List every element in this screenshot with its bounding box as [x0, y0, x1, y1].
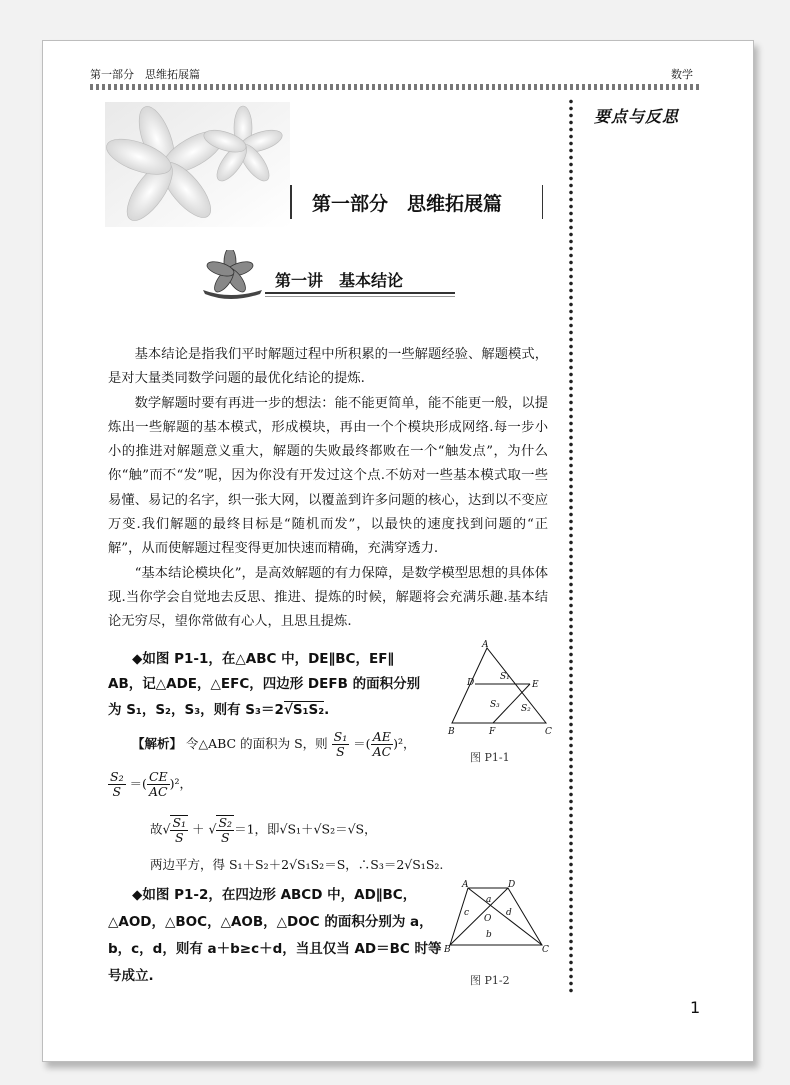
paragraph: 数学解题时要有再进一步的想法：能不能更简单，能不能更一般，以提炼出一些解题的基本模式，形成模块，再由一个个模块形成网络.每一步小小的推进对解题意义重大，解题的失败最终都败在一个“触发点”，为什么你“触”而不“发”呢，因为你没有开发过这个点.不妨对一些基本模式取一些易懂、易记的名字，织一张大网，以覆盖到许多问题的核心，达到以不变应万变.我们解题的最终目标是“随机而发”，以最快的速度找到问题的“正解”，从而使解题过程变得更加快速而精确，充满穿透力. [108, 395, 548, 557]
fig2-label: B [444, 945, 451, 955]
header-divider [90, 84, 700, 90]
fig2-label: a [486, 895, 492, 905]
example1-sqrt: √S₁S₂ [283, 702, 325, 718]
frac-num: S₂ [110, 769, 124, 784]
paragraph: “基本结论模块化”，是高效解题的有力保障，是数学模型思想的具体体现.当你学会自觉地去反思、推进、提炼的时候，解题将会充满乐趣.基本结论无穷尽，望你常做有心人，且思且提炼. [108, 565, 548, 630]
frac-den: S [174, 830, 184, 845]
fraction [216, 815, 234, 845]
gu-pre: 故 [150, 821, 163, 837]
example2-line3: b，c，d，则有 a＋b≥c＋d，当且仅当 AD＝BC 时等 [108, 941, 442, 957]
fig2-label: D [508, 880, 516, 890]
fig1-label: S₃ [490, 700, 500, 710]
figure-p1-2 [444, 880, 556, 960]
gu-line: 故√ $\frac{\text{S₁}}{S}$ ＋ √ $\frac{\text{S₂}}{S}$ ＝1，即√S₁＋√S₂＝√S， [150, 815, 377, 845]
fig2-label: C [542, 945, 549, 955]
lecture-underline [265, 292, 455, 294]
frac-den: AC [148, 784, 168, 799]
lecture-underline-thin [265, 296, 455, 297]
fraction [108, 770, 126, 799]
fig2-label: c [464, 908, 470, 918]
part-title: 第一部分 思维拓展篇 [312, 193, 503, 215]
lecture-flower-icon [200, 250, 270, 300]
example2-line1: ◆如图 P1-2，在四边形 ABCD 中，AD∥BC， [132, 887, 417, 903]
example1-line3-pre: 为 S₁，S₂，S₃，则有 S₃＝2 [108, 702, 284, 718]
frac-den: S [220, 830, 230, 845]
paragraph: 基本结论是指我们平时解题过程中所积累的一些解题经验、解题模式，是对大量类同数学问题的最优化结论的提炼. [108, 347, 548, 387]
fraction [147, 770, 170, 799]
analysis-text: 令△ABC 的面积为 S，则 [186, 736, 328, 751]
fig1-label: A [482, 640, 489, 650]
frac-num: S₂ [218, 815, 233, 830]
fig2-label: b [486, 930, 492, 940]
figure-p1-1 [446, 640, 558, 740]
example1-line1: ◆如图 P1-1，在△ABC 中，DE∥BC，EF∥ [132, 651, 395, 667]
figure-p1-2-caption: 图 P1-2 [470, 974, 510, 987]
gu-post: ＝1，即√S₁＋√S₂＝√S， [234, 821, 377, 837]
example2-line2: △AOD，△BOC，△AOB，△DOC 的面积分别为 a， [108, 914, 433, 930]
running-header-right: 数学 [671, 68, 693, 81]
intro-text [108, 343, 548, 635]
example1-line3 [108, 698, 329, 718]
page-number: 1 [690, 998, 701, 1017]
frac-num: S₁ [333, 729, 348, 744]
frac-den: S [112, 784, 122, 799]
example1-line2: AB，记△ADE，△EFC，四边形 DEFB 的面积分别 [108, 676, 421, 692]
fig2-label: d [506, 908, 512, 918]
fig1-label: S₂ [521, 704, 531, 714]
fig2-label: A [462, 880, 469, 890]
flower-decoration-icon [105, 102, 290, 227]
figure-p1-1-caption: 图 P1-1 [470, 751, 510, 764]
sidebar-title: 要点与反思 [594, 107, 680, 126]
fig1-label: S₁ [500, 672, 510, 682]
frac-den: AC [372, 744, 392, 759]
fig1-label: C [545, 727, 552, 737]
frac-num: AE [371, 730, 394, 745]
fig1-label: F [489, 727, 496, 737]
running-header-left: 第一部分 思维拓展篇 [90, 68, 200, 81]
fraction [170, 815, 188, 845]
fig2-label: O [484, 914, 492, 924]
final-line: 两边平方，得 S₁＋S₂＋2√S₁S₂＝S，∴S₃＝2√S₁S₂. [150, 857, 444, 872]
example1-sqrt-content: S₁S₂ [292, 702, 325, 718]
frac-num: CE [148, 769, 168, 784]
fig1-label: B [448, 727, 455, 737]
fig1-label: D [467, 678, 475, 688]
frac-num: S₁ [172, 815, 187, 830]
lecture-title: 第一讲 基本结论 [275, 271, 404, 290]
fraction [371, 730, 394, 759]
fig1-label: E [532, 680, 539, 690]
frac-den: S [336, 744, 345, 759]
example1-line3-post: . [324, 702, 330, 718]
eq2-line: $\frac{\text{S₂}}{S}$ ＝( $\frac{CE}{AC}$ )²， [110, 769, 193, 799]
part-title-box [290, 185, 543, 219]
analysis-line: 【解析】 令△ABC 的面积为 S，则 $\frac{\text{S₁}}{S}$ ＝( $\frac{AE}{AC}$ )²， [132, 729, 416, 759]
sidebar-dotted-divider [567, 98, 575, 993]
example2-line4: 号成立. [108, 968, 154, 984]
analysis-label: 【解析】 [132, 736, 183, 751]
fraction [332, 730, 350, 759]
